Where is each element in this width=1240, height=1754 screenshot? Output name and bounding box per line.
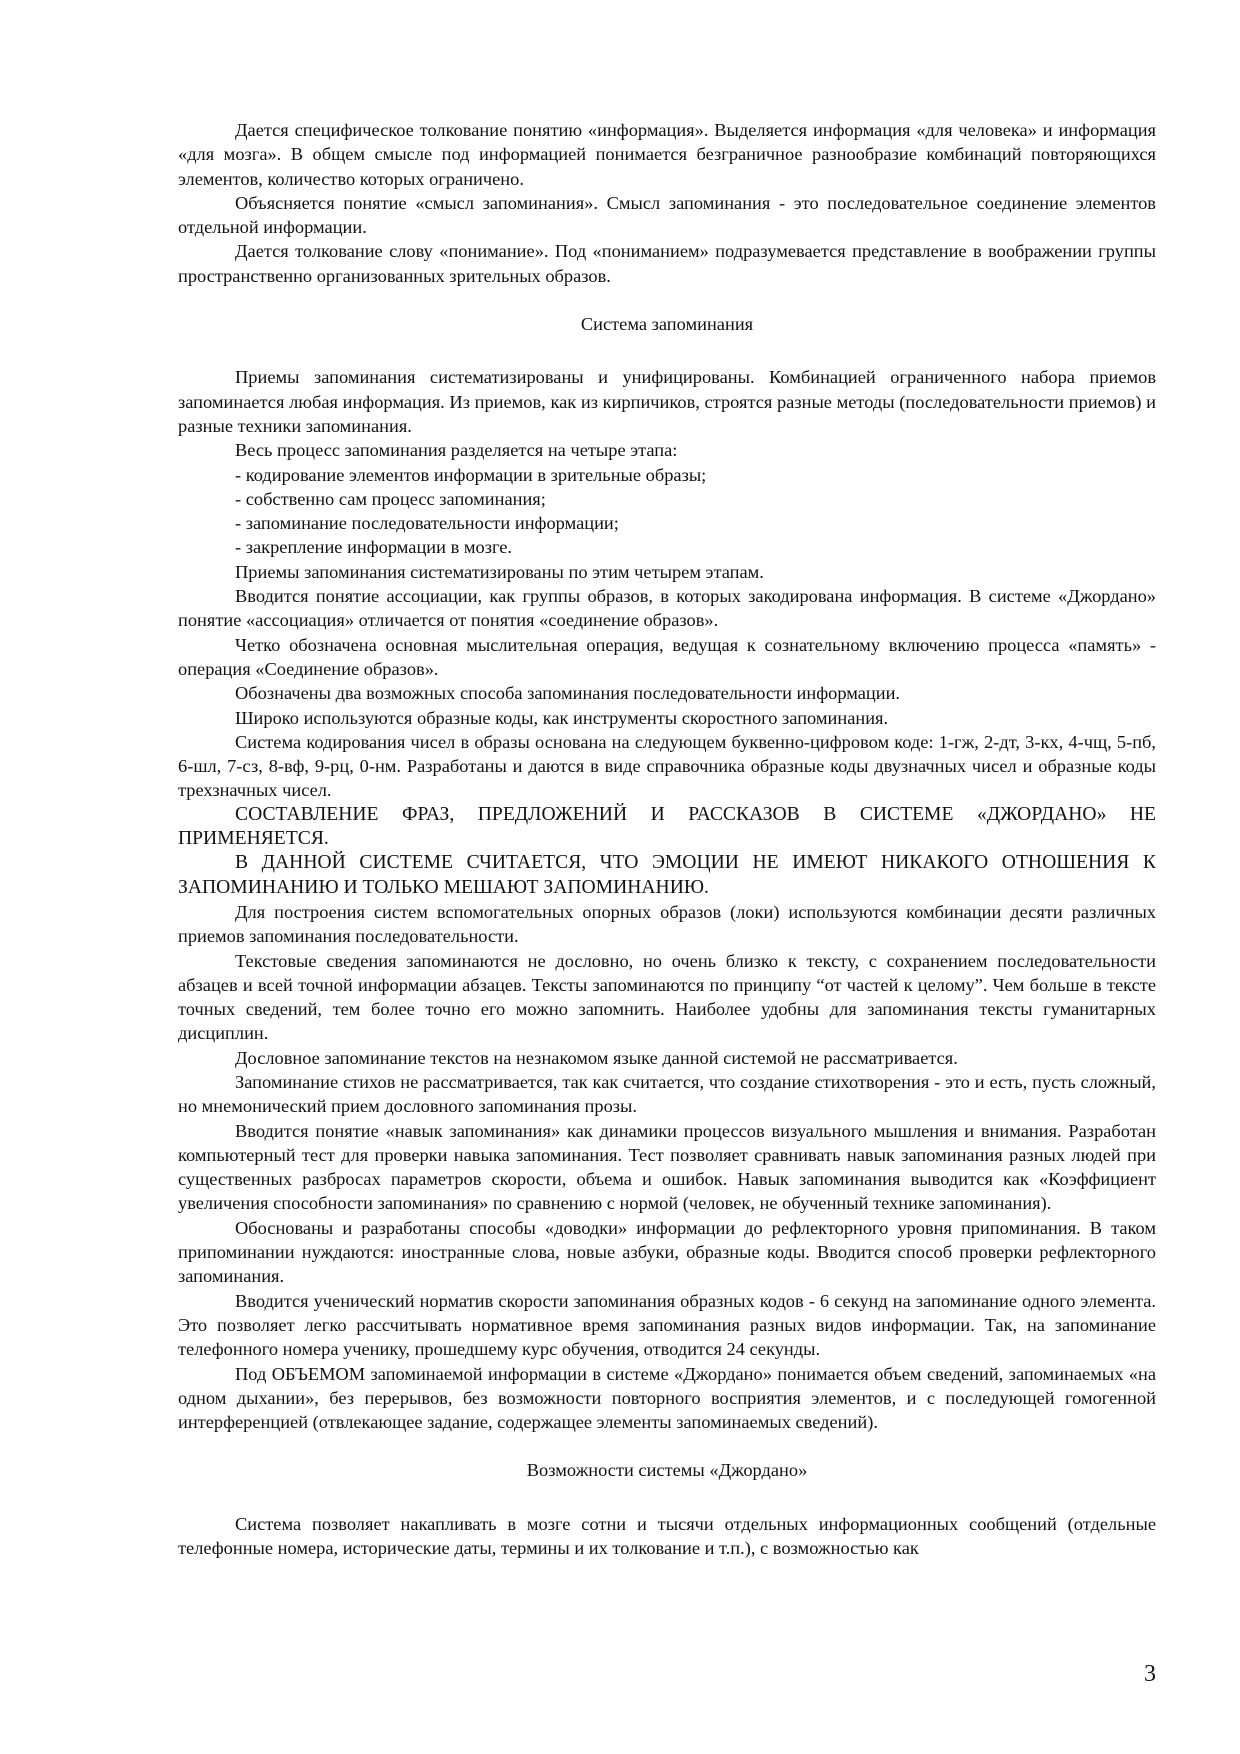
caps-paragraph: В ДАННОЙ СИСТЕМЕ СЧИТАЕТСЯ, ЧТО ЭМОЦИИ НЕ ИМЕЮТ НИКАКОГО ОТНОШЕНИЯ К ЗАПОМИНАНИЮ И ТОЛЬКО МЕШАЮТ ЗАПОМИНАНИЮ. — [178, 852, 1156, 898]
paragraph: Дословное запоминание текстов на незнакомом языке данной системой не рассматривается. — [235, 1047, 958, 1068]
caps-paragraph: СОСТАВЛЕНИЕ ФРАЗ, ПРЕДЛОЖЕНИЙ И РАССКАЗОВ В СИСТЕМЕ «ДЖОРДАНО» НЕ ПРИМЕНЯЕТСЯ. — [178, 803, 1156, 850]
paragraph: Дается толкование слову «понимание». Под «пониманием» подразумевается представление в воображении группы пространственно организованных зрительных образов. — [178, 241, 1156, 286]
section-heading-memorization-system: Система запоминания — [580, 314, 754, 335]
paragraph: Объясняется понятие «смысл запоминания». Смысл запоминания - это последовательное соединение элементов отдельной информации. — [178, 192, 1156, 238]
paragraph: Система кодирования чисел в образы основана на следующем буквенно-цифровом коде: 1-гж, 2-дт, 3-кх, 4-чщ, 5-пб, 6-шл, 7-сз, 8-вф, 9-рц, 0-нм. Разработаны и даются в виде справочника образные коды двузначных чисел и образные коды трехзначных чисел. — [178, 731, 1156, 801]
paragraph: Текстовые сведения запоминаются не дословно, но очень близко к тексту, с сохранением последовательности абзацев и всей точной информации абзацев. Тексты запоминаются по принципу “от частей к целому”. Чем больше в тексте точных сведений, тем более точно его можно запомнить. Наиболее удобны для запоминания тексты гуманитарных дисциплин. — [178, 950, 1156, 1044]
paragraph: Обоснованы и разработаны способы «доводки» информации до рефлекторного уровня припоминания. В таком припоминании нуждаются: иностранные слова, новые азбуки, образные коды. Вводится способ проверки рефлекторного запоминания. — [178, 1217, 1156, 1287]
list-item: - закрепление информации в мозге. — [235, 537, 513, 558]
paragraph: Широко используются образные коды, как инструменты скоростного запоминания. — [235, 707, 889, 728]
paragraph: Вводится ученический норматив скорости запоминания образных кодов - 6 секунд на запоминание одного элемента. Это позволяет легко рассчитывать нормативное время запоминания разных видов информации. Так, на запоминание телефонного номера ученику, прошедшему курс обучения, отводится 24 секунды. — [178, 1290, 1156, 1360]
paragraph: Система позволяет накапливать в мозге сотни и тысячи отдельных информационных сообщений (отдельные телефонные номера, исторические даты, термины и их толкование и т.п.), с возможностью как — [178, 1513, 1156, 1559]
paragraph: Приемы запоминания систематизированы по этим четырем этапам. — [235, 561, 764, 582]
paragraph: Весь процесс запоминания разделяется на четыре этапа: — [235, 440, 678, 461]
list-item: - кодирование элементов информации в зрительные образы; — [235, 464, 707, 485]
page-number: 3 — [1144, 1661, 1156, 1687]
paragraph: Для построения систем вспомогательных опорных образов (локи) используются комбинации десяти различных приемов запоминания последовательности. — [178, 901, 1156, 947]
section-heading-system-capabilities: Возможности системы «Джордано» — [526, 1460, 808, 1481]
page-body — [178, 118, 1156, 1560]
paragraph: Под ОБЪЕМОМ запоминаемой информации в системе «Джордано» понимается объем сведений, запоминаемых «на одном дыхании», без перерывов, без возможности повторного восприятия элементов, и с последующей гомогенной интерференцией (отвлекающее задание, содержащее элементы запоминаемых сведений). — [178, 1363, 1156, 1433]
paragraph: Вводится понятие «навык запоминания» как динамики процессов визуального мышления и внимания. Разработан компьютерный тест для проверки навыка запоминания. Тест позволяет сравнивать навык запоминания разных людей при существенных разбросах параметров скорости, объема и ошибок. Навык запоминания выводится как «Коэффициент увеличения способности запоминания» по сравнению с нормой (человек, не обученный технике запоминания). — [178, 1120, 1156, 1214]
paragraph: Четко обозначена основная мыслительная операция, ведущая к сознательному включению процесса «память» - операция «Соединение образов». — [178, 634, 1156, 679]
paragraph: Дается специфическое толкование понятию «информация». Выделяется информация «для человека» и информация «для мозга». В общем смысле под информацией понимается безграничное разнообразие комбинаций повторяющихся элементов, количество которых ограничено. — [178, 120, 1156, 189]
paragraph: Запоминание стихов не рассматривается, так как считается, что создание стихотворения - это и есть, пусть сложный, но мнемонический прием дословного запоминания прозы. — [178, 1071, 1156, 1117]
paragraph: Приемы запоминания систематизированы и унифицированы. Комбинацией ограниченного набора приемов запоминается любая информация. Из приемов, как из кирпичиков, строятся разные методы (последовательности приемов) и разные техники запоминания. — [178, 367, 1156, 436]
list-item: - запоминание последовательности информации; — [235, 513, 619, 534]
paragraph: Вводится понятие ассоциации, как группы образов, в которых закодирована информация. В системе «Джордано» понятие «ассоциация» отличается от понятия «соединение образов». — [178, 586, 1156, 631]
paragraph: Обозначены два возможных способа запоминания последовательности информации. — [235, 683, 901, 704]
list-item: - собственно сам процесс запоминания; — [235, 488, 546, 509]
